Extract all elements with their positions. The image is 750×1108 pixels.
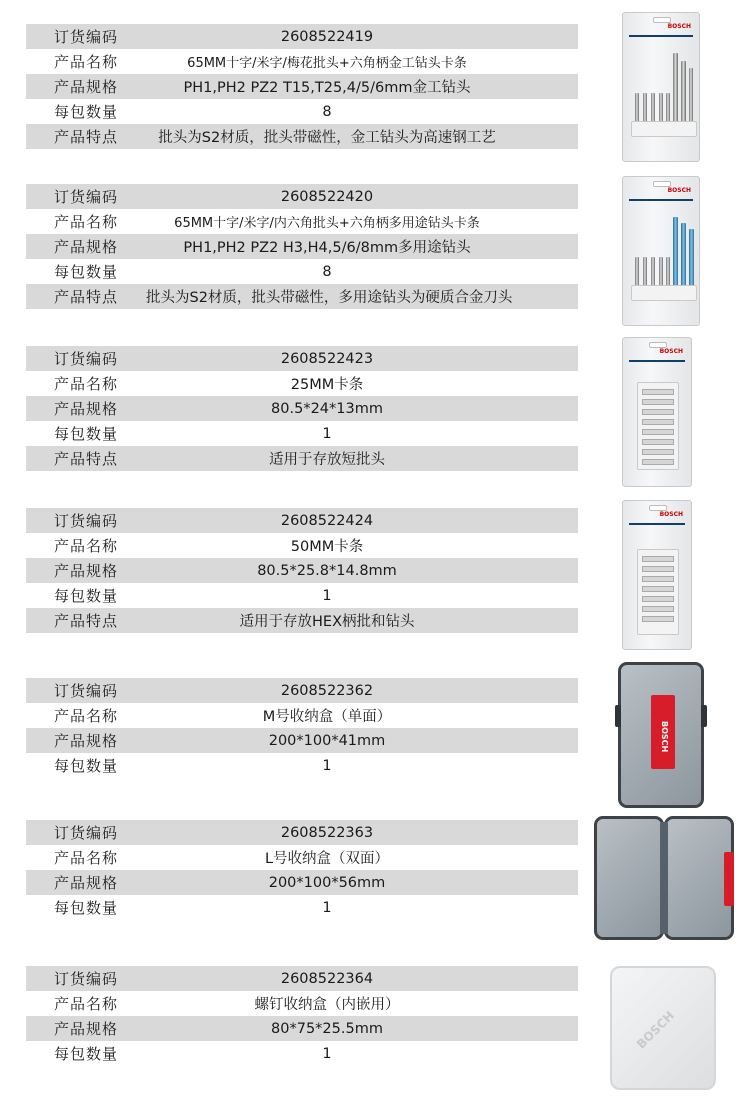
spec-value: PH1,PH2 PZ2 H3,H4,5/6/8mm多用途钻头: [183, 240, 471, 256]
spec-label: 产品规格: [53, 400, 118, 418]
product-spec-table-5: [26, 678, 578, 778]
spec-row: [26, 1016, 578, 1041]
tray-slot: [642, 606, 674, 612]
tray-slot: [642, 389, 674, 395]
product-image-25mm-holder-card: [622, 337, 692, 487]
drill-bit: [681, 61, 686, 123]
product-image-l-case: [588, 812, 740, 944]
order-code-value: 2608522363: [280, 824, 374, 841]
spec-label: 产品规格: [53, 238, 118, 256]
tray-slot: [642, 596, 674, 602]
bosch-logo: BOSCH: [659, 511, 683, 518]
product-name-label: 产品名称: [53, 213, 118, 231]
bit-holder-tray: [637, 382, 679, 470]
tray-slot: [642, 449, 674, 455]
spec-value: 80*75*25.5mm: [271, 1020, 383, 1037]
product-name-value: 65MM十字/米字/梅花批头+六角柄金工钻头卡条: [187, 56, 467, 71]
product-name-row: [26, 371, 578, 396]
product-name-row: [26, 49, 578, 74]
product-image-bit-multidrill-card: [622, 176, 700, 326]
spec-label: 产品规格: [53, 78, 118, 96]
order-code-label: 订货编码: [53, 350, 118, 368]
qty-row: [26, 259, 578, 284]
order-code-label: 订货编码: [53, 188, 118, 206]
feature-label: 产品特点: [53, 128, 118, 146]
qty-row: [26, 753, 578, 778]
tray-slot: [642, 409, 674, 415]
feature-row: [26, 446, 578, 471]
order-code-value: 2608522420: [280, 188, 374, 205]
product-spec-table-4: [26, 508, 578, 633]
tray-slot: [642, 556, 674, 562]
bit-holder-tray: [637, 549, 679, 635]
order-code-label: 订货编码: [53, 682, 118, 700]
order-code-label: 订货编码: [53, 28, 118, 46]
product-image-bit-drill-card: [622, 12, 700, 162]
feature-row: [26, 124, 578, 149]
bosch-logo: BOSCH: [667, 23, 691, 30]
product-name-row: [26, 703, 578, 728]
product-name-row: [26, 991, 578, 1016]
qty-row: [26, 421, 578, 446]
drill-bit: [673, 53, 678, 123]
product-name-label: 产品名称: [53, 707, 118, 725]
product-spec-table-6: [26, 820, 578, 920]
spec-row: [26, 74, 578, 99]
tray-slot: [642, 459, 674, 465]
qty-value: 1: [322, 757, 332, 774]
order-code-value: 2608522424: [280, 512, 374, 529]
tray-slot: [642, 616, 674, 622]
drill-bit: [689, 68, 693, 123]
feature-label: 产品特点: [53, 288, 118, 306]
brand-label: [724, 852, 734, 906]
spec-row: [26, 396, 578, 421]
feature-label: 产品特点: [53, 612, 118, 630]
order-code-label: 订货编码: [53, 970, 118, 988]
tray-slot: [642, 566, 674, 572]
bosch-logo: BOSCH: [633, 1008, 677, 1052]
qty-row: [26, 583, 578, 608]
product-name-value: 50MM卡条: [290, 539, 364, 555]
product-spec-table-2: [26, 184, 578, 309]
feature-value: 适用于存放HEX柄批和钻头: [239, 614, 415, 630]
order-code-label: 订货编码: [53, 824, 118, 842]
order-code-value: 2608522362: [280, 682, 374, 699]
spec-label: 产品规格: [53, 874, 118, 892]
case-latch: [615, 705, 621, 727]
tray-slot: [642, 419, 674, 425]
bosch-logo: BOSCH: [660, 721, 669, 753]
multipurpose-drill-bit: [681, 223, 686, 287]
tray-slot: [642, 586, 674, 592]
tray-slot: [642, 439, 674, 445]
tray-slot: [642, 399, 674, 405]
qty-value: 1: [322, 425, 332, 442]
spec-row: [26, 234, 578, 259]
spec-row: [26, 728, 578, 753]
product-spec-table-1: [26, 24, 578, 149]
case-half-left: [594, 816, 664, 940]
order-code-label: 订货编码: [53, 512, 118, 530]
bit-holder-tray: [631, 285, 697, 301]
brand-bar: [629, 35, 693, 37]
spec-value: 80.5*25.8*14.8mm: [257, 562, 397, 579]
bosch-logo: BOSCH: [659, 348, 683, 355]
case-latch: [701, 705, 707, 727]
brand-bar: [629, 360, 685, 362]
order-code-value: 2608522364: [280, 970, 374, 987]
order-code-row: [26, 508, 578, 533]
feature-value: 批头为S2材质，批头带磁性，金工钻头为高速钢工艺: [158, 130, 496, 146]
order-code-value: 2608522419: [280, 28, 374, 45]
qty-label: 每包数量: [53, 263, 118, 281]
product-name-value: M号收纳盒（单面）: [262, 709, 392, 725]
product-spec-table-3: [26, 346, 578, 471]
order-code-row: [26, 820, 578, 845]
feature-label: 产品特点: [53, 450, 118, 468]
tray-slot: [642, 576, 674, 582]
product-spec-table-7: [26, 966, 578, 1066]
feature-value: 批头为S2材质，批头带磁性，多用途钻头为硬质合金刀头: [146, 290, 513, 306]
product-name-label: 产品名称: [53, 995, 118, 1013]
feature-value: 适用于存放短批头: [269, 452, 385, 468]
order-code-row: [26, 678, 578, 703]
spec-row: [26, 870, 578, 895]
product-name-row: [26, 209, 578, 234]
order-code-row: [26, 346, 578, 371]
order-code-row: [26, 184, 578, 209]
tray-slot: [642, 429, 674, 435]
spec-row: [26, 558, 578, 583]
product-name-row: [26, 845, 578, 870]
qty-row: [26, 1041, 578, 1066]
qty-label: 每包数量: [53, 899, 118, 917]
bit-holder-tray: [631, 121, 697, 137]
qty-value: 1: [322, 587, 332, 604]
qty-label: 每包数量: [53, 587, 118, 605]
product-name-value: 25MM卡条: [290, 377, 364, 393]
spec-value: 200*100*56mm: [268, 874, 386, 891]
qty-value: 8: [322, 103, 332, 120]
product-name-row: [26, 533, 578, 558]
spec-label: 产品规格: [53, 1020, 118, 1038]
product-name-label: 产品名称: [53, 849, 118, 867]
spec-value: 80.5*24*13mm: [271, 400, 383, 417]
order-code-row: [26, 966, 578, 991]
qty-value: 1: [322, 899, 332, 916]
spec-label: 产品规格: [53, 562, 118, 580]
multipurpose-drill-bit: [689, 229, 694, 287]
qty-value: 1: [322, 1045, 332, 1062]
product-image-m-case: [618, 662, 704, 808]
product-name-label: 产品名称: [53, 375, 118, 393]
spec-label: 产品规格: [53, 732, 118, 750]
brand-bar: [629, 523, 685, 525]
product-name-label: 产品名称: [53, 537, 118, 555]
multipurpose-drill-bit: [673, 217, 678, 287]
product-name-value: 65MM十字/米字/内六角批头+六角柄多用途钻头卡条: [174, 216, 480, 231]
product-name-value: L号收纳盒（双面）: [264, 851, 390, 867]
feature-row: [26, 608, 578, 633]
product-image-screw-case: [610, 966, 716, 1090]
case-hinge: [660, 822, 668, 934]
product-name-value: 螺钉收纳盒（内嵌用）: [254, 997, 400, 1013]
order-code-row: [26, 24, 578, 49]
qty-row: [26, 99, 578, 124]
qty-label: 每包数量: [53, 425, 118, 443]
qty-label: 每包数量: [53, 757, 118, 775]
product-name-label: 产品名称: [53, 53, 118, 71]
qty-label: 每包数量: [53, 103, 118, 121]
product-image-50mm-holder-card: [622, 500, 692, 650]
brand-bar: [629, 199, 693, 201]
bosch-logo: BOSCH: [667, 187, 691, 194]
qty-value: 8: [322, 263, 332, 280]
order-code-value: 2608522423: [280, 350, 374, 367]
qty-label: 每包数量: [53, 1045, 118, 1063]
qty-row: [26, 895, 578, 920]
spec-value: 200*100*41mm: [268, 732, 386, 749]
feature-row: [26, 284, 578, 309]
spec-value: PH1,PH2 PZ2 T15,T25,4/5/6mm金工钻头: [183, 80, 471, 96]
